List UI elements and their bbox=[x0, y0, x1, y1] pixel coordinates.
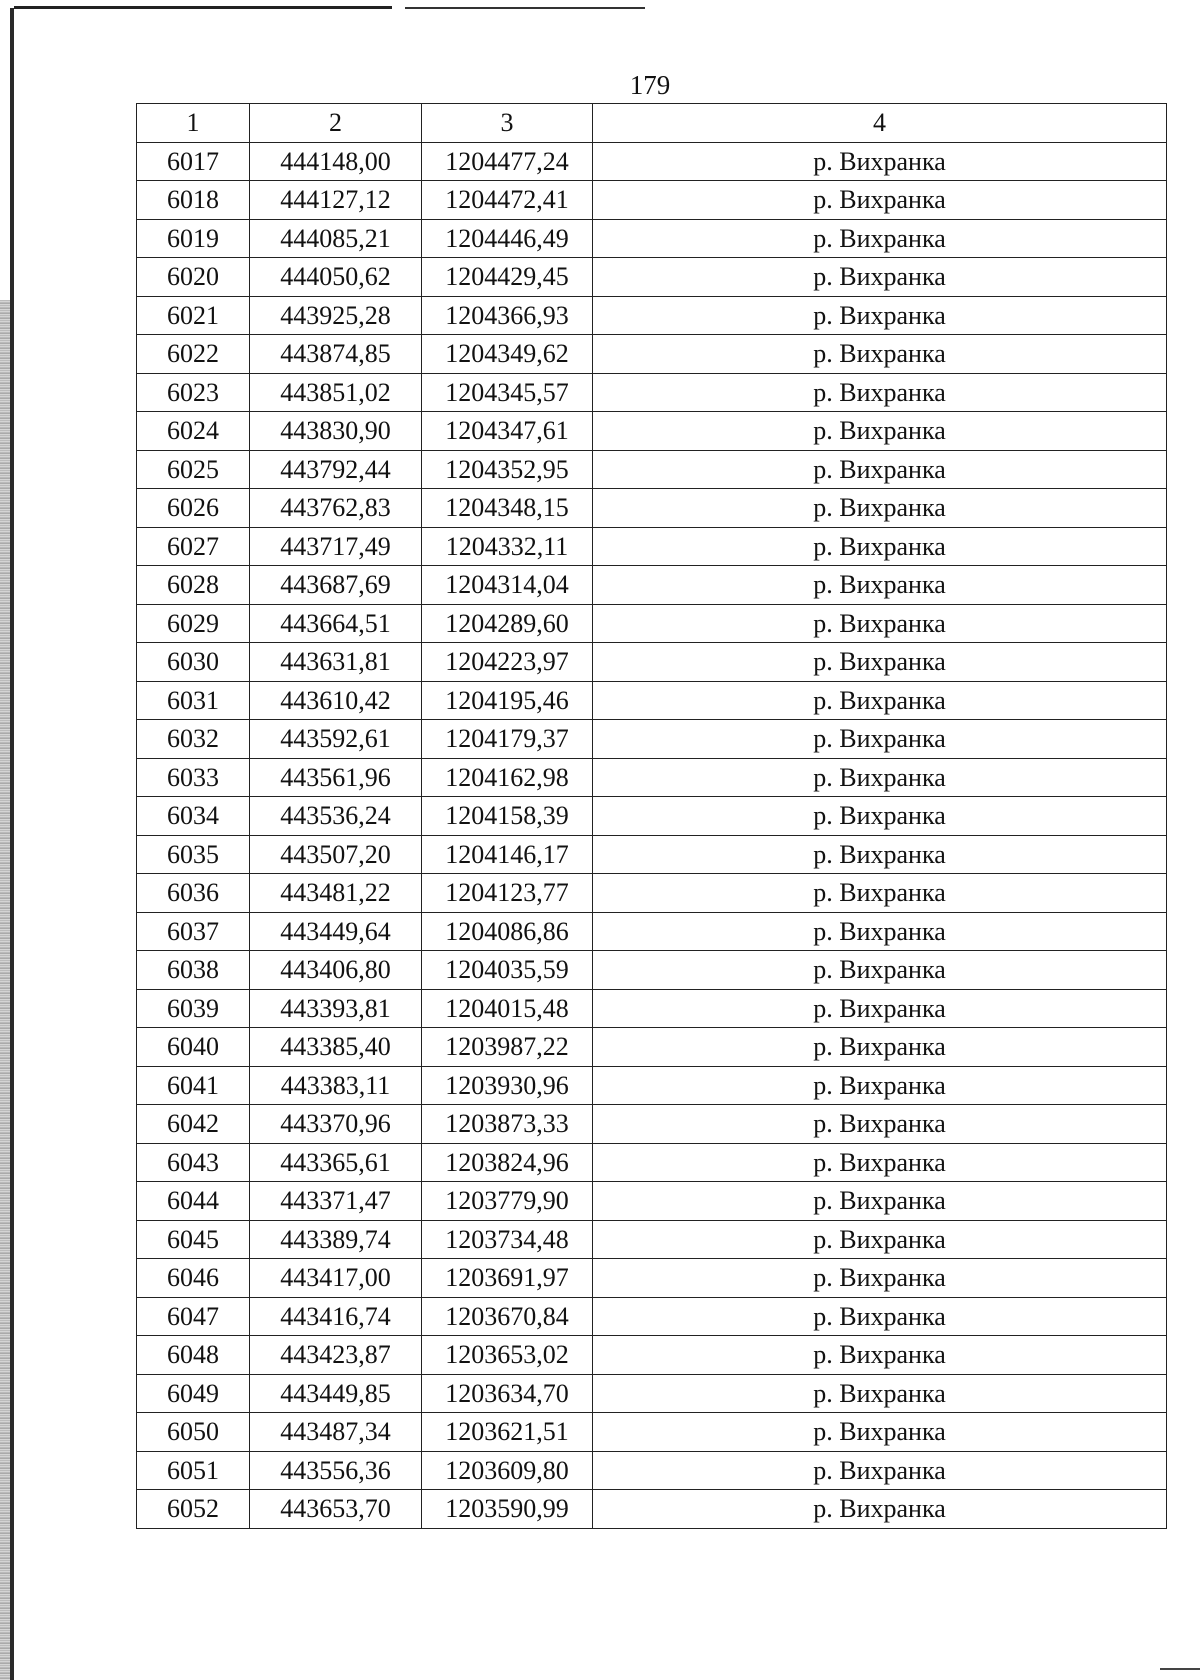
point-number-cell: 6019 bbox=[137, 219, 250, 258]
y-coordinate-cell: 1204146,17 bbox=[422, 835, 593, 874]
table-row bbox=[137, 720, 1167, 759]
table-row bbox=[137, 142, 1167, 181]
point-number-cell: 6046 bbox=[137, 1259, 250, 1298]
x-coordinate-cell: 443406,80 bbox=[250, 951, 422, 990]
header-cell: 2 bbox=[250, 104, 422, 143]
table-row bbox=[137, 1220, 1167, 1259]
description-cell: р. Вихранка bbox=[593, 1297, 1167, 1336]
description-cell: р. Вихранка bbox=[593, 1490, 1167, 1529]
table-row bbox=[137, 219, 1167, 258]
x-coordinate-cell: 443385,40 bbox=[250, 1028, 422, 1067]
y-coordinate-cell: 1204477,24 bbox=[422, 142, 593, 181]
x-coordinate-cell: 443851,02 bbox=[250, 373, 422, 412]
table-row bbox=[137, 335, 1167, 374]
x-coordinate-cell: 443830,90 bbox=[250, 412, 422, 451]
table-row bbox=[137, 604, 1167, 643]
point-number-cell: 6032 bbox=[137, 720, 250, 759]
x-coordinate-cell: 443393,81 bbox=[250, 989, 422, 1028]
y-coordinate-cell: 1203609,80 bbox=[422, 1451, 593, 1490]
description-cell: р. Вихранка bbox=[593, 335, 1167, 374]
x-coordinate-cell: 443370,96 bbox=[250, 1105, 422, 1144]
x-coordinate-cell: 443556,36 bbox=[250, 1451, 422, 1490]
point-number-cell: 6042 bbox=[137, 1105, 250, 1144]
y-coordinate-cell: 1204347,61 bbox=[422, 412, 593, 451]
description-cell: р. Вихранка bbox=[593, 1374, 1167, 1413]
point-number-cell: 6039 bbox=[137, 989, 250, 1028]
table-row bbox=[137, 527, 1167, 566]
y-coordinate-cell: 1203670,84 bbox=[422, 1297, 593, 1336]
x-coordinate-cell: 443507,20 bbox=[250, 835, 422, 874]
description-cell: р. Вихранка bbox=[593, 258, 1167, 297]
point-number-cell: 6030 bbox=[137, 643, 250, 682]
table-row bbox=[137, 681, 1167, 720]
point-number-cell: 6024 bbox=[137, 412, 250, 451]
point-number-cell: 6047 bbox=[137, 1297, 250, 1336]
description-cell: р. Вихранка bbox=[593, 412, 1167, 451]
description-cell: р. Вихранка bbox=[593, 681, 1167, 720]
description-cell: р. Вихранка bbox=[593, 720, 1167, 759]
description-cell: р. Вихранка bbox=[593, 296, 1167, 335]
y-coordinate-cell: 1203653,02 bbox=[422, 1336, 593, 1375]
x-coordinate-cell: 443481,22 bbox=[250, 874, 422, 913]
table-row bbox=[137, 489, 1167, 528]
y-coordinate-cell: 1204035,59 bbox=[422, 951, 593, 990]
point-number-cell: 6017 bbox=[137, 142, 250, 181]
point-number-cell: 6036 bbox=[137, 874, 250, 913]
description-cell: р. Вихранка bbox=[593, 1259, 1167, 1298]
table-row bbox=[137, 643, 1167, 682]
y-coordinate-cell: 1203691,97 bbox=[422, 1259, 593, 1298]
point-number-cell: 6023 bbox=[137, 373, 250, 412]
y-coordinate-cell: 1204158,39 bbox=[422, 797, 593, 836]
point-number-cell: 6026 bbox=[137, 489, 250, 528]
coordinates-table bbox=[136, 103, 1167, 1529]
x-coordinate-cell: 443717,49 bbox=[250, 527, 422, 566]
point-number-cell: 6038 bbox=[137, 951, 250, 990]
point-number-cell: 6025 bbox=[137, 450, 250, 489]
y-coordinate-cell: 1203987,22 bbox=[422, 1028, 593, 1067]
description-cell: р. Вихранка bbox=[593, 1028, 1167, 1067]
y-coordinate-cell: 1203824,96 bbox=[422, 1143, 593, 1182]
point-number-cell: 6045 bbox=[137, 1220, 250, 1259]
table-row bbox=[137, 181, 1167, 220]
x-coordinate-cell: 443383,11 bbox=[250, 1066, 422, 1105]
table-row bbox=[137, 1451, 1167, 1490]
y-coordinate-cell: 1203873,33 bbox=[422, 1105, 593, 1144]
description-cell: р. Вихранка bbox=[593, 951, 1167, 990]
table-row bbox=[137, 450, 1167, 489]
header-cell: 3 bbox=[422, 104, 593, 143]
point-number-cell: 6044 bbox=[137, 1182, 250, 1221]
scan-top-line bbox=[405, 7, 645, 9]
table-row bbox=[137, 989, 1167, 1028]
point-number-cell: 6034 bbox=[137, 797, 250, 836]
description-cell: р. Вихранка bbox=[593, 912, 1167, 951]
page-number: 179 bbox=[629, 70, 671, 100]
y-coordinate-cell: 1204446,49 bbox=[422, 219, 593, 258]
point-number-cell: 6050 bbox=[137, 1413, 250, 1452]
x-coordinate-cell: 443874,85 bbox=[250, 335, 422, 374]
description-cell: р. Вихранка bbox=[593, 527, 1167, 566]
x-coordinate-cell: 444148,00 bbox=[250, 142, 422, 181]
description-cell: р. Вихранка bbox=[593, 1336, 1167, 1375]
table-row bbox=[137, 797, 1167, 836]
table-row bbox=[137, 1490, 1167, 1529]
table-row bbox=[137, 874, 1167, 913]
y-coordinate-cell: 1203779,90 bbox=[422, 1182, 593, 1221]
y-coordinate-cell: 1204352,95 bbox=[422, 450, 593, 489]
table-row bbox=[137, 912, 1167, 951]
table-row bbox=[137, 373, 1167, 412]
y-coordinate-cell: 1203734,48 bbox=[422, 1220, 593, 1259]
description-cell: р. Вихранка bbox=[593, 643, 1167, 682]
table-row bbox=[137, 1105, 1167, 1144]
x-coordinate-cell: 443561,96 bbox=[250, 758, 422, 797]
x-coordinate-cell: 443610,42 bbox=[250, 681, 422, 720]
y-coordinate-cell: 1204429,45 bbox=[422, 258, 593, 297]
description-cell: р. Вихранка bbox=[593, 1451, 1167, 1490]
point-number-cell: 6020 bbox=[137, 258, 250, 297]
x-coordinate-cell: 443417,00 bbox=[250, 1259, 422, 1298]
table-row bbox=[137, 1182, 1167, 1221]
y-coordinate-cell: 1204223,97 bbox=[422, 643, 593, 682]
x-coordinate-cell: 443653,70 bbox=[250, 1490, 422, 1529]
y-coordinate-cell: 1204349,62 bbox=[422, 335, 593, 374]
x-coordinate-cell: 443592,61 bbox=[250, 720, 422, 759]
x-coordinate-cell: 443487,34 bbox=[250, 1413, 422, 1452]
y-coordinate-cell: 1204345,57 bbox=[422, 373, 593, 412]
description-cell: р. Вихранка bbox=[593, 489, 1167, 528]
y-coordinate-cell: 1204086,86 bbox=[422, 912, 593, 951]
table-row bbox=[137, 566, 1167, 605]
table-row bbox=[137, 1143, 1167, 1182]
scan-top-line bbox=[14, 6, 392, 9]
x-coordinate-cell: 443449,85 bbox=[250, 1374, 422, 1413]
x-coordinate-cell: 444085,21 bbox=[250, 219, 422, 258]
point-number-cell: 6018 bbox=[137, 181, 250, 220]
point-number-cell: 6041 bbox=[137, 1066, 250, 1105]
table-row bbox=[137, 296, 1167, 335]
y-coordinate-cell: 1204179,37 bbox=[422, 720, 593, 759]
table-row bbox=[137, 412, 1167, 451]
description-cell: р. Вихранка bbox=[593, 450, 1167, 489]
description-cell: р. Вихранка bbox=[593, 1105, 1167, 1144]
y-coordinate-cell: 1203621,51 bbox=[422, 1413, 593, 1452]
table-row bbox=[137, 758, 1167, 797]
y-coordinate-cell: 1204123,77 bbox=[422, 874, 593, 913]
point-number-cell: 6049 bbox=[137, 1374, 250, 1413]
description-cell: р. Вихранка bbox=[593, 797, 1167, 836]
table-row bbox=[137, 1413, 1167, 1452]
description-cell: р. Вихранка bbox=[593, 989, 1167, 1028]
description-cell: р. Вихранка bbox=[593, 181, 1167, 220]
scan-edge-noise bbox=[0, 300, 10, 1680]
y-coordinate-cell: 1204314,04 bbox=[422, 566, 593, 605]
point-number-cell: 6052 bbox=[137, 1490, 250, 1529]
point-number-cell: 6028 bbox=[137, 566, 250, 605]
point-number-cell: 6043 bbox=[137, 1143, 250, 1182]
x-coordinate-cell: 443664,51 bbox=[250, 604, 422, 643]
description-cell: р. Вихранка bbox=[593, 1066, 1167, 1105]
description-cell: р. Вихранка bbox=[593, 1220, 1167, 1259]
x-coordinate-cell: 443925,28 bbox=[250, 296, 422, 335]
point-number-cell: 6035 bbox=[137, 835, 250, 874]
description-cell: р. Вихранка bbox=[593, 373, 1167, 412]
description-cell: р. Вихранка bbox=[593, 566, 1167, 605]
point-number-cell: 6033 bbox=[137, 758, 250, 797]
table-row bbox=[137, 951, 1167, 990]
x-coordinate-cell: 443423,87 bbox=[250, 1336, 422, 1375]
x-coordinate-cell: 443416,74 bbox=[250, 1297, 422, 1336]
point-number-cell: 6040 bbox=[137, 1028, 250, 1067]
table-row bbox=[137, 1297, 1167, 1336]
point-number-cell: 6029 bbox=[137, 604, 250, 643]
table-row bbox=[137, 1374, 1167, 1413]
point-number-cell: 6022 bbox=[137, 335, 250, 374]
y-coordinate-cell: 1204366,93 bbox=[422, 296, 593, 335]
scan-bottom-mark bbox=[1160, 1668, 1200, 1670]
description-cell: р. Вихранка bbox=[593, 604, 1167, 643]
header-cell: 1 bbox=[137, 104, 250, 143]
point-number-cell: 6037 bbox=[137, 912, 250, 951]
y-coordinate-cell: 1204348,15 bbox=[422, 489, 593, 528]
y-coordinate-cell: 1204472,41 bbox=[422, 181, 593, 220]
x-coordinate-cell: 443792,44 bbox=[250, 450, 422, 489]
table-row bbox=[137, 1066, 1167, 1105]
table-row bbox=[137, 258, 1167, 297]
x-coordinate-cell: 443536,24 bbox=[250, 797, 422, 836]
x-coordinate-cell: 443365,61 bbox=[250, 1143, 422, 1182]
scan-left-edge bbox=[10, 8, 14, 1680]
description-cell: р. Вихранка bbox=[593, 142, 1167, 181]
y-coordinate-cell: 1204195,46 bbox=[422, 681, 593, 720]
y-coordinate-cell: 1204289,60 bbox=[422, 604, 593, 643]
x-coordinate-cell: 444127,12 bbox=[250, 181, 422, 220]
x-coordinate-cell: 444050,62 bbox=[250, 258, 422, 297]
y-coordinate-cell: 1204332,11 bbox=[422, 527, 593, 566]
y-coordinate-cell: 1203930,96 bbox=[422, 1066, 593, 1105]
description-cell: р. Вихранка bbox=[593, 1143, 1167, 1182]
table-row bbox=[137, 1336, 1167, 1375]
point-number-cell: 6031 bbox=[137, 681, 250, 720]
y-coordinate-cell: 1203590,99 bbox=[422, 1490, 593, 1529]
x-coordinate-cell: 443389,74 bbox=[250, 1220, 422, 1259]
y-coordinate-cell: 1204162,98 bbox=[422, 758, 593, 797]
x-coordinate-cell: 443762,83 bbox=[250, 489, 422, 528]
x-coordinate-cell: 443687,69 bbox=[250, 566, 422, 605]
point-number-cell: 6021 bbox=[137, 296, 250, 335]
header-cell: 4 bbox=[593, 104, 1167, 143]
y-coordinate-cell: 1204015,48 bbox=[422, 989, 593, 1028]
description-cell: р. Вихранка bbox=[593, 219, 1167, 258]
table-body bbox=[137, 142, 1167, 1528]
table-header-row bbox=[137, 104, 1167, 143]
description-cell: р. Вихранка bbox=[593, 1182, 1167, 1221]
point-number-cell: 6051 bbox=[137, 1451, 250, 1490]
description-cell: р. Вихранка bbox=[593, 758, 1167, 797]
point-number-cell: 6027 bbox=[137, 527, 250, 566]
x-coordinate-cell: 443371,47 bbox=[250, 1182, 422, 1221]
table-row bbox=[137, 1028, 1167, 1067]
point-number-cell: 6048 bbox=[137, 1336, 250, 1375]
description-cell: р. Вихранка bbox=[593, 835, 1167, 874]
table-row bbox=[137, 1259, 1167, 1298]
x-coordinate-cell: 443449,64 bbox=[250, 912, 422, 951]
x-coordinate-cell: 443631,81 bbox=[250, 643, 422, 682]
description-cell: р. Вихранка bbox=[593, 874, 1167, 913]
description-cell: р. Вихранка bbox=[593, 1413, 1167, 1452]
y-coordinate-cell: 1203634,70 bbox=[422, 1374, 593, 1413]
table-row bbox=[137, 835, 1167, 874]
